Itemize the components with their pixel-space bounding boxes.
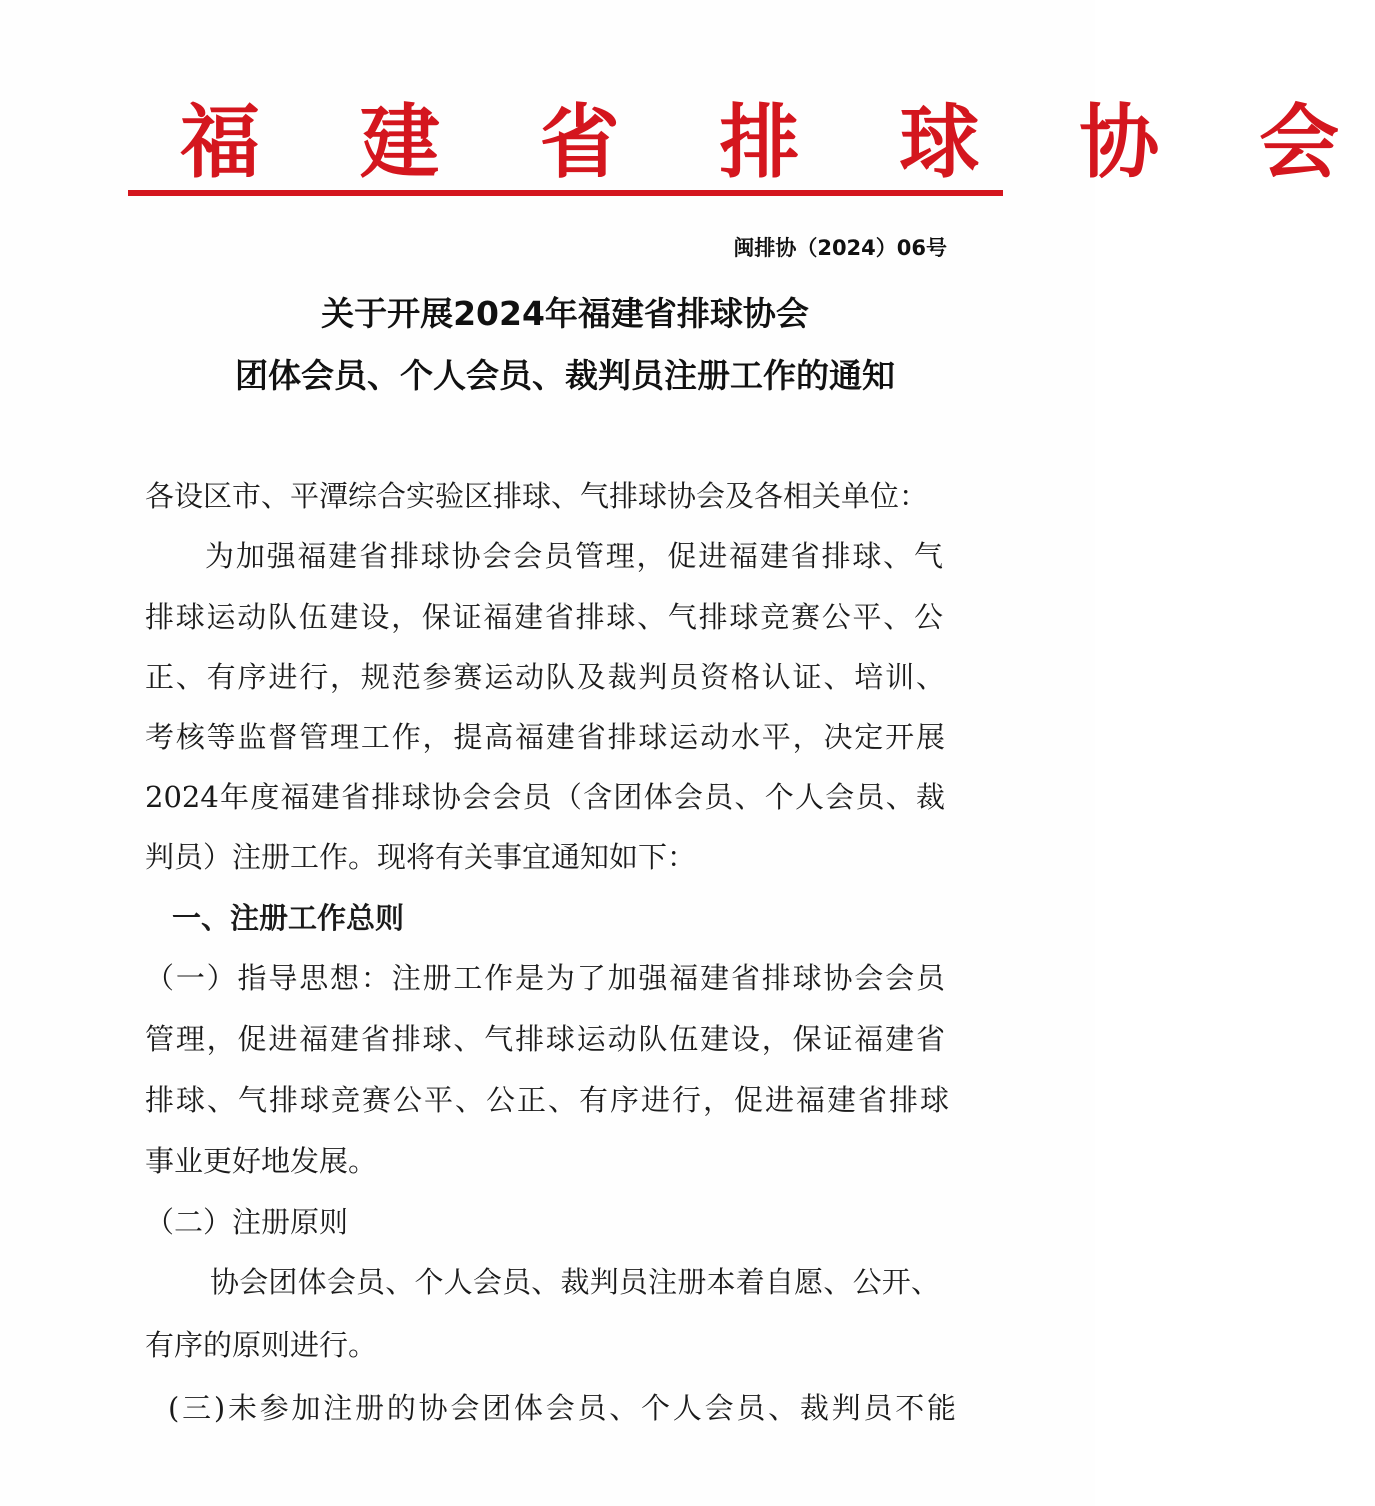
salutation: 各设区市、平潭综合实验区排球、气排球协会及各相关单位： bbox=[145, 479, 929, 513]
section-paragraph-line: 有序的原则进行。 bbox=[145, 1328, 378, 1362]
section-paragraph-line: 事业更好地发展。 bbox=[145, 1144, 378, 1178]
intro-paragraph-line: 排球运动队伍建设，保证福建省排球、气排球竞赛公平、公 bbox=[145, 600, 943, 634]
intro-paragraph-line: 判员）注册工作。现将有关事宜通知如下： bbox=[145, 840, 697, 874]
masthead-red-rule bbox=[128, 190, 1003, 196]
section-paragraph-line: 协会团体会员、个人会员、裁判员注册本着自愿、公开、 bbox=[210, 1265, 940, 1299]
intro-paragraph-line: 为加强福建省排球协会会员管理，促进福建省排球、气 bbox=[205, 539, 943, 573]
section-heading: 一、注册工作总则 bbox=[172, 901, 405, 935]
masthead-title: 福 建 省 排 球 协 会 bbox=[180, 95, 1375, 189]
intro-paragraph-line: 正、有序进行，规范参赛运动队及裁判员资格认证、培训、 bbox=[145, 660, 945, 694]
document-title-line-2: 团体会员、个人会员、裁判员注册工作的通知 bbox=[235, 356, 895, 395]
section-paragraph-line: (三)未参加注册的协会团体会员、个人会员、裁判员不能 bbox=[168, 1391, 956, 1425]
document-number: 闽排协（2024）06号 bbox=[733, 236, 947, 260]
section-paragraph-line: 管理，促进福建省排球、气排球运动队伍建设，保证福建省 bbox=[145, 1022, 945, 1056]
section-paragraph-line: （一）指导思想：注册工作是为了加强福建省排球协会会员 bbox=[145, 961, 945, 995]
document-title-line-1: 关于开展2024年福建省排球协会 bbox=[321, 294, 809, 333]
subsection-heading: （二）注册原则 bbox=[145, 1205, 349, 1239]
intro-paragraph-line: 考核等监督管理工作，提高福建省排球运动水平，决定开展 bbox=[145, 720, 945, 754]
intro-paragraph-line: 2024年度福建省排球协会会员（含团体会员、个人会员、裁 bbox=[145, 780, 945, 814]
section-paragraph-line: 排球、气排球竞赛公平、公正、有序进行，促进福建省排球 bbox=[145, 1083, 949, 1117]
